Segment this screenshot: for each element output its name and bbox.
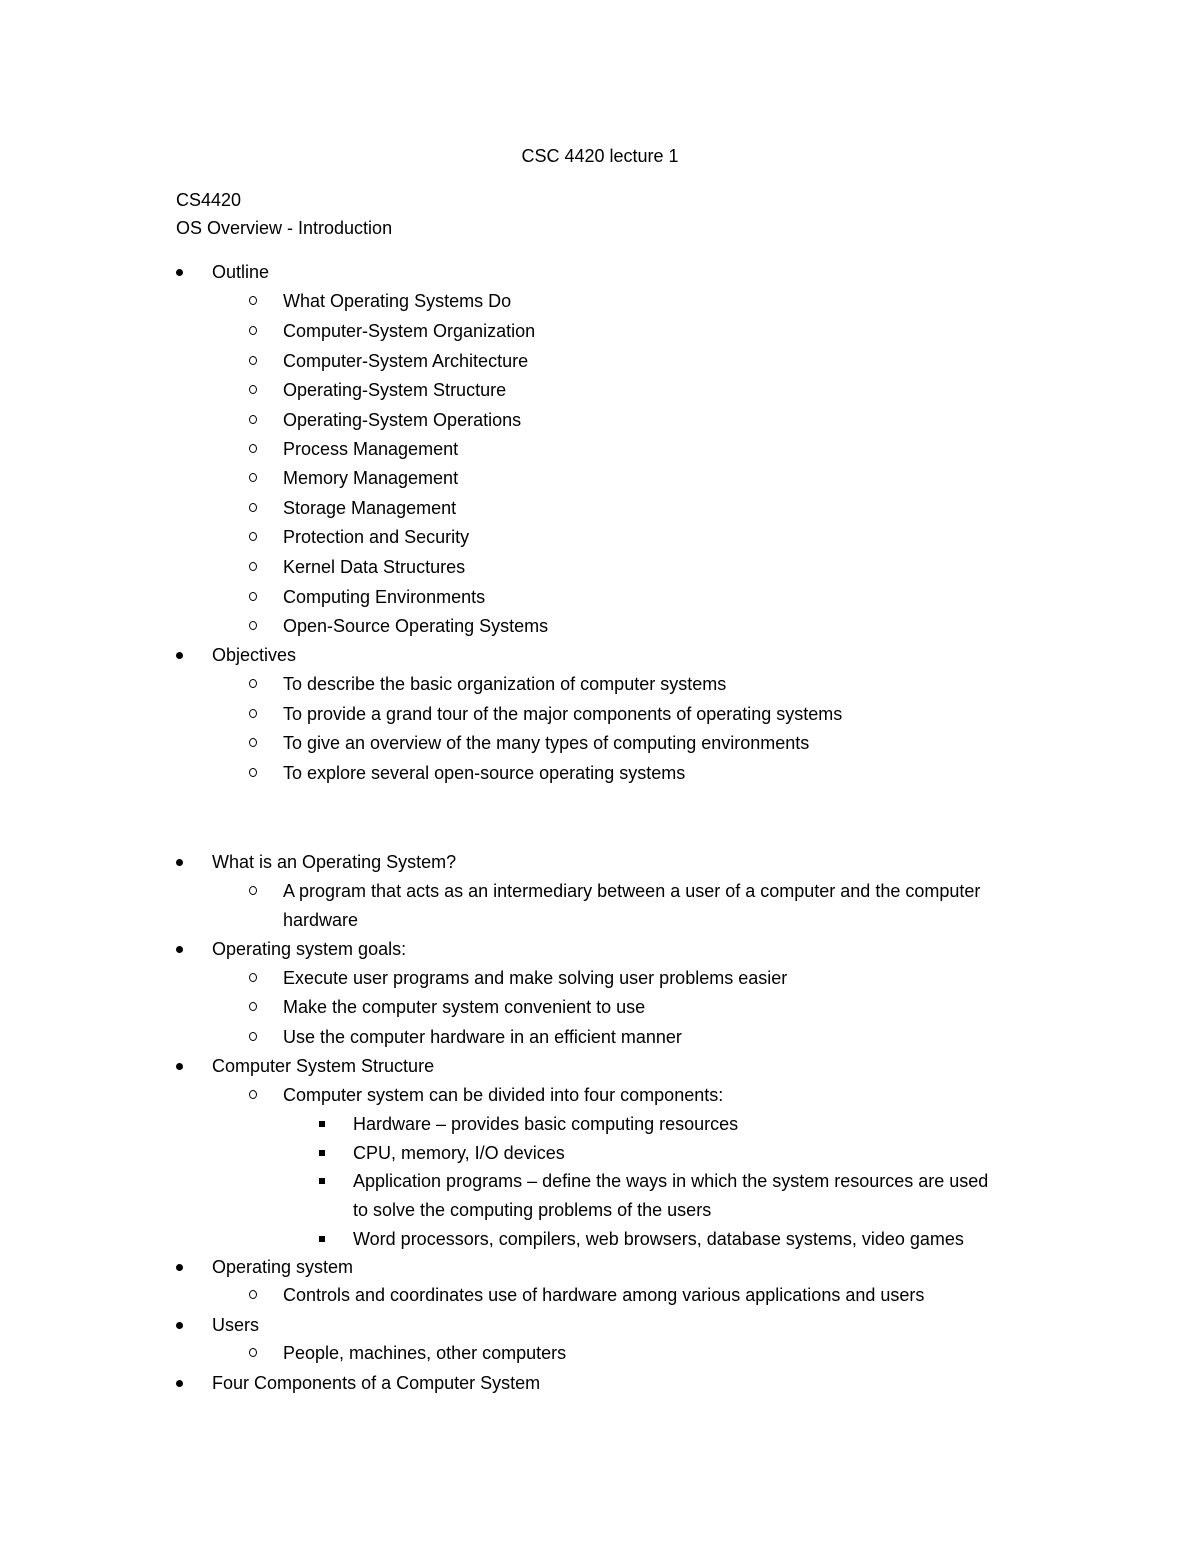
document-subtitle: OS Overview - Introduction bbox=[176, 218, 393, 238]
list-item-text: Memory Management bbox=[283, 468, 459, 488]
bullet-circle-icon bbox=[249, 326, 257, 335]
bullet-circle-icon bbox=[249, 473, 257, 482]
bullet-dot-icon bbox=[176, 1264, 183, 1271]
bullet-circle-icon bbox=[249, 592, 257, 601]
list-item-text: to solve the computing problems of the users bbox=[353, 1200, 712, 1220]
list-item-text: To provide a grand tour of the major components of operating systems bbox=[283, 704, 843, 724]
bullet-square-icon bbox=[319, 1236, 325, 1242]
bullet-circle-icon bbox=[249, 1090, 257, 1099]
bullet-dot-icon bbox=[176, 859, 183, 866]
bullet-circle-icon bbox=[249, 1032, 257, 1041]
bullet-circle-icon bbox=[249, 768, 257, 777]
bullet-square-icon bbox=[319, 1150, 325, 1156]
list-item-text: Computer system can be divided into four components: bbox=[283, 1085, 724, 1105]
list-item-text: Use the computer hardware in an efficient manner bbox=[283, 1027, 682, 1047]
bullet-dot-icon bbox=[176, 269, 183, 276]
list-item-text: Hardware – provides basic computing resources bbox=[353, 1114, 739, 1134]
list-item-text: Controls and coordinates use of hardware among various applications and users bbox=[283, 1285, 925, 1305]
list-item-text: Kernel Data Structures bbox=[283, 557, 466, 577]
list-item-text: Operating-System Operations bbox=[283, 410, 522, 430]
bullet-square-icon bbox=[319, 1121, 325, 1127]
list-item-text: Computer-System Architecture bbox=[283, 351, 529, 371]
list-item-text: Objectives bbox=[212, 645, 297, 665]
bullet-circle-icon bbox=[249, 886, 257, 895]
list-item-text: What Operating Systems Do bbox=[283, 291, 512, 311]
list-item-text: What is an Operating System? bbox=[212, 852, 457, 872]
bullet-circle-icon bbox=[249, 973, 257, 982]
list-item-text: A program that acts as an intermediary between a user of a computer and the computer bbox=[283, 881, 981, 901]
bullet-circle-icon bbox=[249, 532, 257, 541]
bullet-circle-icon bbox=[249, 621, 257, 630]
bullet-dot-icon bbox=[176, 946, 183, 953]
list-item-text: Operating-System Structure bbox=[283, 380, 507, 400]
bullet-circle-icon bbox=[249, 503, 257, 512]
list-item-text: Word processors, compilers, web browsers, database systems, video games bbox=[353, 1229, 964, 1249]
bullet-circle-icon bbox=[249, 562, 257, 571]
list-item-text: Protection and Security bbox=[283, 527, 470, 547]
document-title: CSC 4420 lecture 1 bbox=[521, 146, 679, 166]
bullet-circle-icon bbox=[249, 296, 257, 305]
bullet-circle-icon bbox=[249, 709, 257, 718]
course-code: CS4420 bbox=[176, 190, 242, 210]
list-item-text: To give an overview of the many types of computing environments bbox=[283, 733, 810, 753]
list-item-text: Storage Management bbox=[283, 498, 457, 518]
list-item-text: CPU, memory, I/O devices bbox=[353, 1143, 565, 1163]
list-item-text: Application programs – define the ways in which the system resources are used bbox=[353, 1171, 989, 1191]
list-item-text: hardware bbox=[283, 910, 359, 930]
bullet-circle-icon bbox=[249, 415, 257, 424]
bullet-circle-icon bbox=[249, 385, 257, 394]
list-item-text: Computer-System Organization bbox=[283, 321, 536, 341]
list-item-text: Process Management bbox=[283, 439, 459, 459]
list-item-text: Computing Environments bbox=[283, 587, 486, 607]
list-item-text: Execute user programs and make solving user problems easier bbox=[283, 968, 788, 988]
bullet-circle-icon bbox=[249, 1348, 257, 1357]
list-item-text: To explore several open-source operating systems bbox=[283, 763, 686, 783]
list-item-text: Outline bbox=[212, 262, 270, 282]
bullet-circle-icon bbox=[249, 356, 257, 365]
bullet-circle-icon bbox=[249, 738, 257, 747]
list-item-text: Four Components of a Computer System bbox=[212, 1373, 541, 1393]
list-item-text: Make the computer system convenient to use bbox=[283, 997, 646, 1017]
bullet-dot-icon bbox=[176, 1380, 183, 1387]
list-item-text: People, machines, other computers bbox=[283, 1343, 567, 1363]
list-item-text: Operating system goals: bbox=[212, 939, 407, 959]
bullet-dot-icon bbox=[176, 1322, 183, 1329]
list-item-text: Open-Source Operating Systems bbox=[283, 616, 549, 636]
bullet-dot-icon bbox=[176, 1063, 183, 1070]
list-item-text: Operating system bbox=[212, 1257, 354, 1277]
bullet-circle-icon bbox=[249, 1290, 257, 1299]
list-item-text: Users bbox=[212, 1315, 260, 1335]
bullet-circle-icon bbox=[249, 679, 257, 688]
list-item-text: To describe the basic organization of computer systems bbox=[283, 674, 727, 694]
bullet-square-icon bbox=[319, 1178, 325, 1184]
bullet-circle-icon bbox=[249, 444, 257, 453]
bullet-dot-icon bbox=[176, 652, 183, 659]
list-item-text: Computer System Structure bbox=[212, 1056, 435, 1076]
bullet-circle-icon bbox=[249, 1002, 257, 1011]
